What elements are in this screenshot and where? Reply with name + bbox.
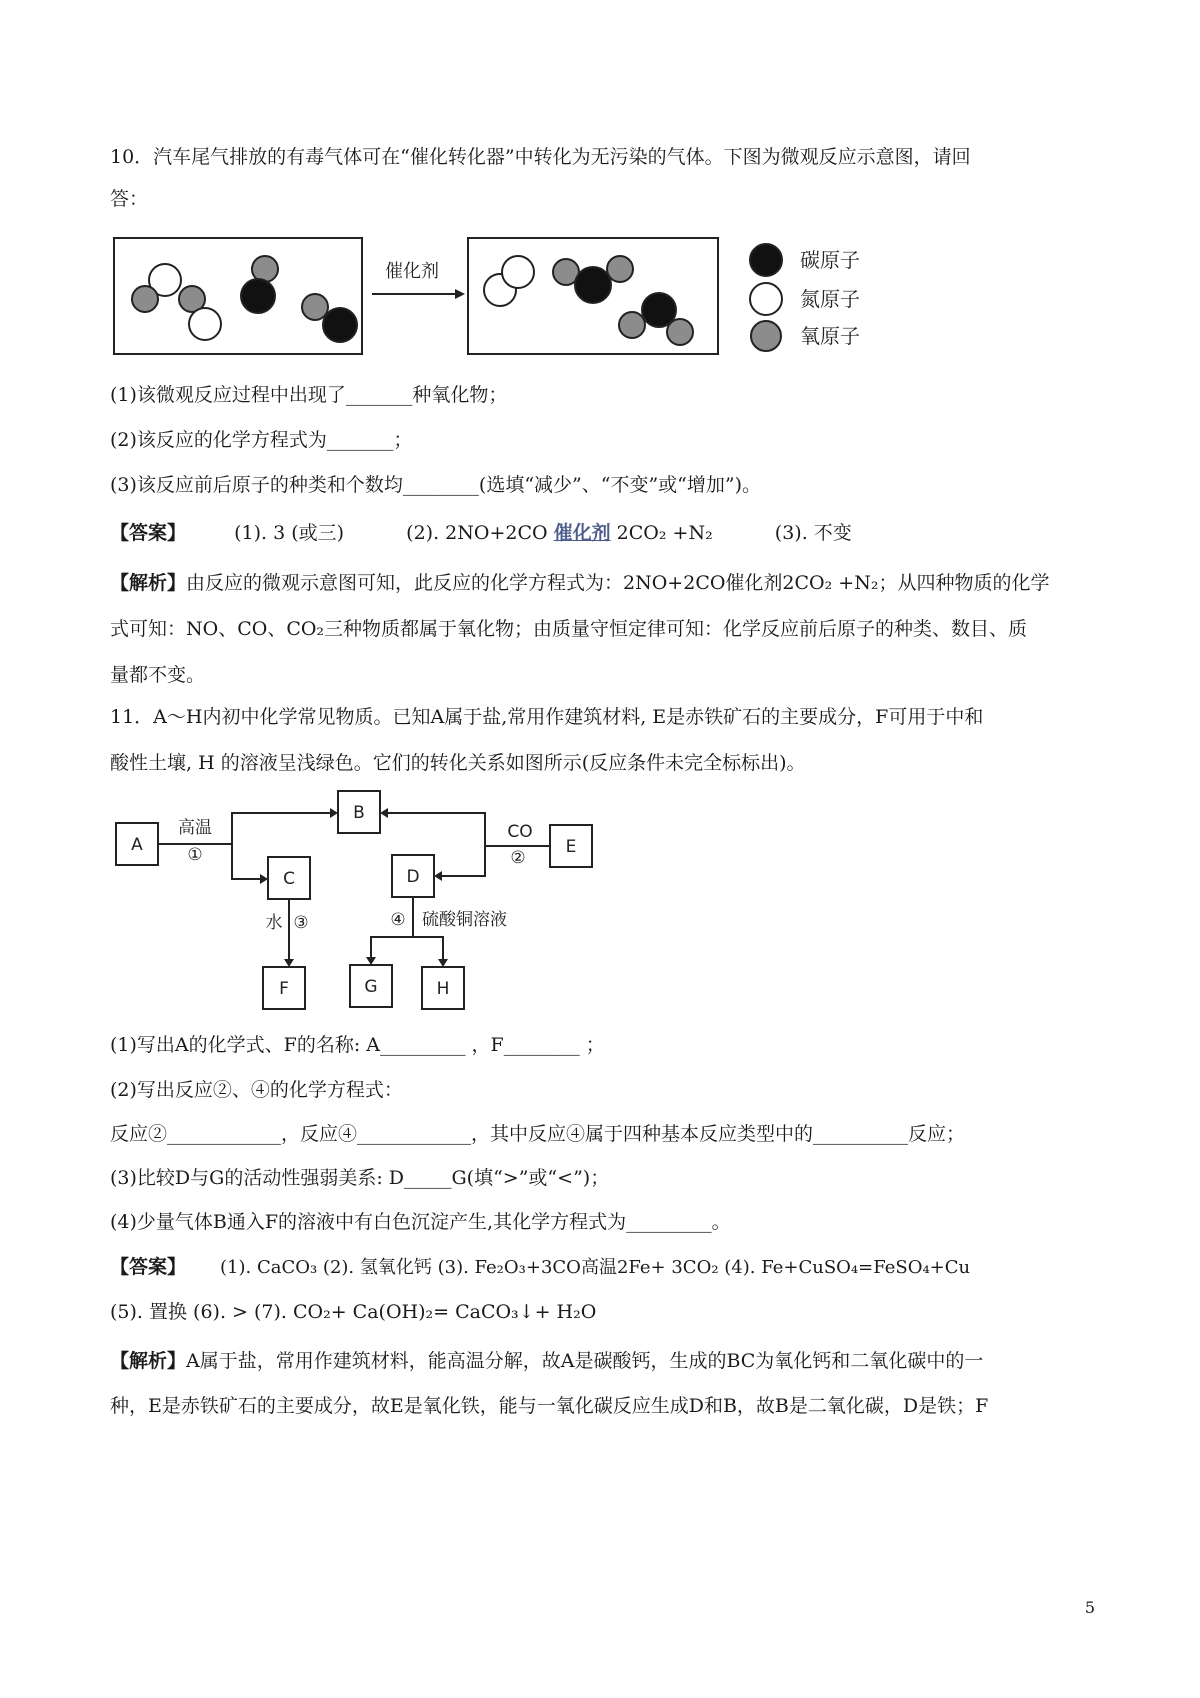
analysis-tag: 【解析】 xyxy=(110,572,187,594)
q10-analysis-line3: 量都不变。 xyxy=(110,664,206,686)
q11-sub3: (3)比较D与G的活动性强弱美系: D_____G(填“>”或“<”)； xyxy=(110,1167,610,1189)
carbon-atom xyxy=(323,308,357,342)
legend-oxygen-label: 氧原子 xyxy=(800,324,860,348)
page-number: 5 xyxy=(1084,1598,1095,1617)
oxygen-atom xyxy=(252,256,278,282)
q10-reaction-figure xyxy=(110,232,870,360)
box-d-label: D xyxy=(406,867,420,887)
box-a-label: A xyxy=(131,835,143,855)
box-g-label: G xyxy=(364,977,378,997)
q11-sub4: (4)少量气体B通入F的溶液中有白色沉淀产生,其化学方程式为_________。 xyxy=(110,1211,731,1233)
step1-label: ① xyxy=(187,845,203,865)
carbon-atom xyxy=(575,267,611,303)
high-temp-label: 高温 xyxy=(178,818,212,838)
q10-answer-2-prefix: (2). 2NO+2CO xyxy=(406,522,548,544)
catalyst-label: 催化剂 xyxy=(385,261,439,282)
co-label: CO xyxy=(507,822,533,842)
oxygen-atom xyxy=(619,312,645,338)
q11-analysis-line1 xyxy=(110,1349,983,1373)
legend-carbon-swatch xyxy=(750,244,782,276)
q11-answer-text1: (1). CaCO₃ (2). 氢氧化钙 (3). Fe₂O₃+3CO高温2Fe+ 3CO₂ (4). Fe+CuSO₄=FeSO₄+Cu xyxy=(220,1257,971,1278)
step3-label: ③ xyxy=(293,913,309,933)
q10-answer-1: (1). 3 (或三) xyxy=(234,522,345,544)
q10-answer-2-condition: 催化剂 xyxy=(553,522,611,544)
oxygen-atom xyxy=(667,319,693,345)
analysis-tag: 【解析】 xyxy=(110,1350,187,1372)
q10-sub1: (1)该微观反应过程中出现了_______种氧化物； xyxy=(110,384,508,406)
carbon-atom xyxy=(241,279,275,313)
q11-sub2: (2)写出反应②、④的化学方程式： xyxy=(110,1079,403,1101)
legend-nitrogen-label: 氮原子 xyxy=(800,287,860,311)
answer-tag: 【答案】 xyxy=(110,1256,187,1278)
cuso4-label: 硫酸铜溶液 xyxy=(422,910,507,930)
nitrogen-atom xyxy=(502,256,534,288)
oxygen-atom xyxy=(302,294,328,320)
box-f-label: F xyxy=(279,979,289,999)
answer-tag: 【答案】 xyxy=(110,522,187,544)
q10-stem-line2: 答： xyxy=(110,188,149,210)
oxygen-atom xyxy=(607,256,633,282)
q11-analysis-line2: 种，E是赤铁矿石的主要成分，故E是氧化铁，能与一氧化碳反应生成D和B，故B是二氧化碳，D是铁；F xyxy=(110,1395,989,1417)
box-h-label: H xyxy=(436,979,450,999)
q11-stem-line1: 11．A～H内初中化学常见物质。已知A属于盐,常用作建筑材料, E是赤铁矿石的主要成分，F可用于中和 xyxy=(110,706,984,728)
q10-answer-2-suffix: 2CO₂ +N₂ xyxy=(616,522,713,544)
q11-transformation-diagram xyxy=(100,785,620,1020)
q10-sub2: (2)该反应的化学方程式为_______； xyxy=(110,429,413,451)
q10-stem-line1: 10．汽车尾气排放的有毒气体可在“催化转化器”中转化为无污染的气体。下图为微观反应示意图，请回 xyxy=(110,146,971,168)
box-b-label: B xyxy=(353,803,365,823)
box-c-label: C xyxy=(283,869,295,889)
step2-label: ② xyxy=(510,848,526,868)
legend-nitrogen-swatch xyxy=(750,283,782,315)
nitrogen-atom xyxy=(189,308,221,340)
q11-stem-line2: 酸性土壤, H 的溶液呈浅绿色。它们的转化关系如图所示(反应条件未完全标标出)。 xyxy=(110,752,806,774)
legend-oxygen-swatch xyxy=(751,321,781,351)
q11-analysis-text1: A属于盐，常用作建筑材料，能高温分解，故A是碳酸钙，生成的BC为氧化钙和二氧化碳中的一 xyxy=(186,1350,984,1372)
water-label: 水 xyxy=(265,913,283,933)
legend-carbon-label: 碳原子 xyxy=(800,248,860,272)
q11-answer-line2: (5). 置换 (6). > (7). CO₂+ Ca(OH)₂= CaCO₃↓+ H₂O xyxy=(110,1301,597,1323)
q11-sub1: (1)写出A的化学式、F的名称: A_________ ，F________ ； xyxy=(110,1034,605,1056)
q10-analysis-text1: 由反应的微观示意图可知，此反应的化学方程式为：2NO+2CO催化剂2CO₂ +N₂；从四种物质的化学 xyxy=(186,572,1050,594)
q11-sub2-blanks: 反应②____________，反应④____________，其中反应④属于四种基本反应类型中的__________反应； xyxy=(110,1123,966,1145)
q10-analysis-line2: 式可知：NO、CO、CO₂三种物质都属于氧化物；由质量守恒定律可知：化学反应前后原子的种类、数目、质 xyxy=(110,618,1028,640)
q10-sub3: (3)该反应前后原子的种类和个数均________(选填“减少”、“不变”或“增加”)。 xyxy=(110,474,762,496)
q11-answer-line1 xyxy=(110,1255,970,1280)
q10-analysis-line1 xyxy=(110,571,1049,595)
oxygen-atom xyxy=(132,286,158,312)
box-e-label: E xyxy=(565,837,577,857)
q10-answer xyxy=(110,521,852,545)
step4-label: ④ xyxy=(390,910,406,930)
q10-answer-3: (3). 不变 xyxy=(774,522,852,544)
